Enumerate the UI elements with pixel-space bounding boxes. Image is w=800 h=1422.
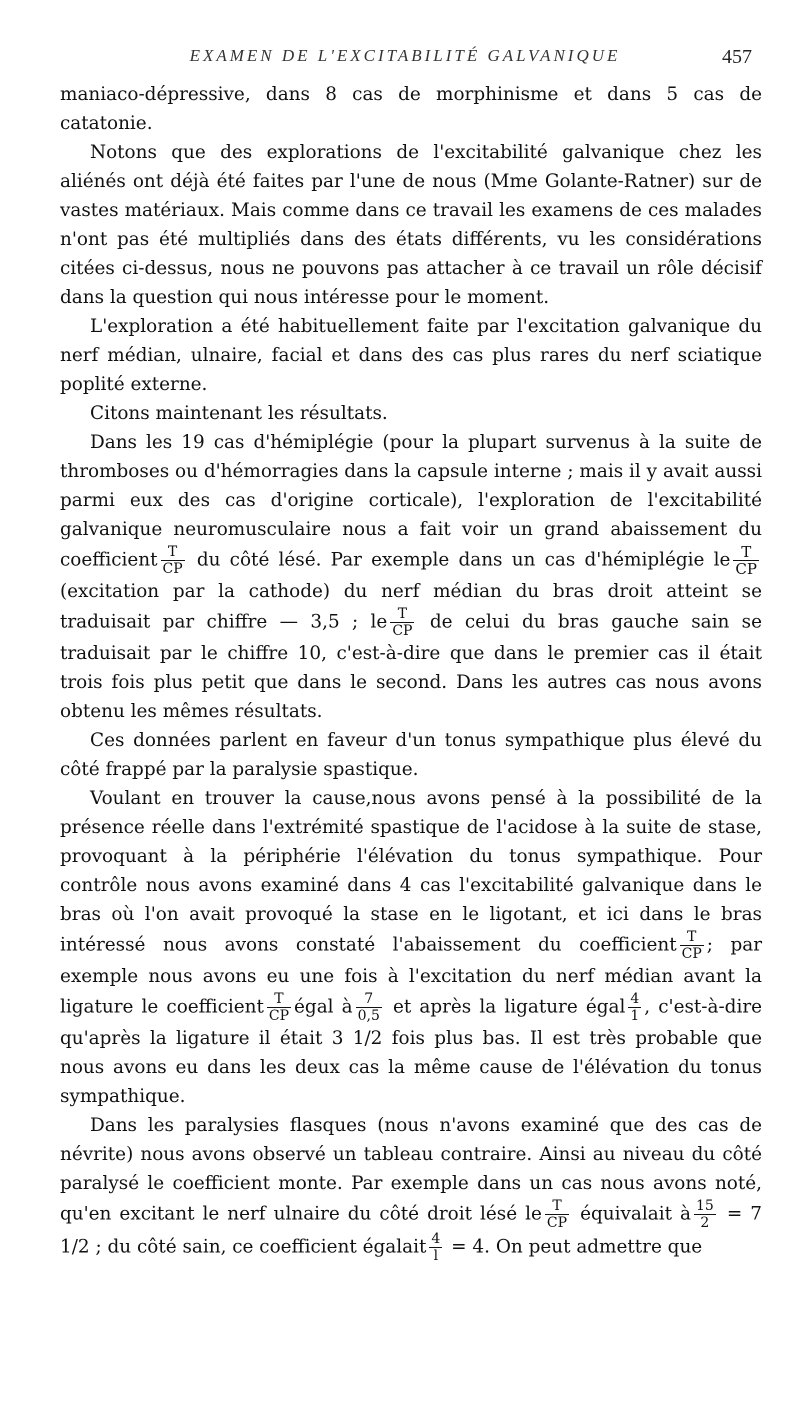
fraction-numerator: T xyxy=(552,1198,562,1214)
fraction-seven xyxy=(356,991,382,1024)
fraction-numerator: 7 xyxy=(364,991,374,1007)
fraction-numerator: T xyxy=(274,991,284,1007)
text-run: ; par exemple nous avons eu une fois à l'excitation du nerf médian avant la ligature le coefficient xyxy=(60,934,762,1018)
fraction-denominator: l xyxy=(429,1247,442,1264)
fraction-denominator: 1 xyxy=(630,1008,640,1024)
text-run: de celui du bras gauche sain se traduisait par le chiffre 10, c'est-à-dire que dans le premier cas il était trois fois plus petit que dans le second. Dans les autres cas nous avons obtenu les mêmes résultats. xyxy=(60,611,762,722)
text-run: Voulant en trouver la cause,nous avons pensé à la possibilité de la présence réelle dans l'extrémité spastique de l'acidose à la suite de stase, provoquant à la périphérie l'élévation du tonus sympathique. Pour contrôle nous avons examiné dans 4 cas l'excitabilité galvanique dans le bras où l'on avait provoqué la stase en le ligotant, et ici dans le bras intéressé nous avons constaté l'abaissement du coefficient xyxy=(60,788,762,956)
fraction-four-one xyxy=(628,991,641,1024)
paragraph: Notons que des explorations de l'excitabilité galvanique chez les aliénés ont déjà été faites par l'une de nous (Mme Golante-Ratner) sur de vastes matériaux. Mais comme dans ce travail les examens de ces malades n'ont pas été multipliés dans des états différents, vu les considérations citées ci-dessus, nous ne pouvons pas attacher à ce travail un rôle décisif dans la question qui nous intéresse pour le moment. xyxy=(60,142,762,308)
paragraph: L'exploration a été habituellement faite par l'excitation galvanique du nerf médian, ulnaire, facial et dans des cas plus rares du nerf sciatique poplité externe. xyxy=(60,316,762,395)
fraction-numerator: 15 xyxy=(695,1198,714,1214)
fraction-t-cp xyxy=(545,1198,569,1231)
fraction-numerator: 4 xyxy=(630,991,640,1007)
page-number: 457 xyxy=(722,46,752,68)
fraction-denominator: CP xyxy=(546,1215,568,1231)
text-run: , c'est-à-dire qu'après la ligature il était 3 1/2 fois plus bas. Il est très probable que nous avons eu dans les deux cas la même cause de l'élévation du tonus sympathique. xyxy=(60,996,763,1107)
fraction-numerator: 4 xyxy=(431,1231,441,1247)
running-title: EXAMEN DE L'EXCITABILITÉ GALVANIQUE xyxy=(189,46,621,65)
text-run: Dans les paralysies flasques (nous n'avons examiné que des cas de névrite) nous avons observé un tableau contraire. Ainsi au niveau du côté paralysé le coefficient monte. Par exemple dans un cas nous avons noté, qu'en excitant le nerf ulnaire du côté droit lésé le xyxy=(60,1115,762,1225)
fraction-numerator: T xyxy=(687,929,697,945)
paragraph xyxy=(60,428,762,726)
text-run: = 4. On peut admettre que xyxy=(451,1236,703,1258)
body-text xyxy=(60,80,762,1264)
text-run: et après la ligature égal xyxy=(393,996,626,1018)
text-run: (excitation par la cathode) du nerf médian du bras droit atteint se traduisait par chiffre — 3,5 ; le xyxy=(60,581,762,633)
fraction-t-cp xyxy=(733,544,759,577)
paragraph xyxy=(60,1111,762,1264)
text-run: = 7 1/2 ; du côté sain, ce coefficient égalait xyxy=(60,1203,762,1258)
fraction-t-cp xyxy=(680,929,704,962)
fraction-fifteen xyxy=(694,1198,716,1231)
text-run: Dans les 19 cas d'hémiplégie (pour la plupart survenus à la suite de thromboses ou d'hémorragies dans la capsule interne ; mais il y avait aussi parmi eux des cas d'origine corticale), l'exploration de l'excitabilité galvanique neuromusculaire nous a fait voir un grand abaissement du coefficient xyxy=(60,432,762,571)
fraction-numerator: T xyxy=(741,543,752,561)
paragraph xyxy=(60,784,762,1111)
paragraph: Citons maintenant les résultats. xyxy=(90,403,388,424)
fraction-denominator: CP xyxy=(735,560,757,578)
text-run: égal à xyxy=(294,996,353,1018)
paragraph: Ces données parlent en faveur d'un tonus sympathique plus élevé du côté frappé par la paralysie spastique. xyxy=(60,730,762,780)
fraction-numerator: T xyxy=(397,606,408,622)
fraction-t-cp xyxy=(390,606,414,639)
fraction-denominator: 0,5 xyxy=(357,1008,380,1024)
fraction-denominator: CP xyxy=(681,946,702,962)
fraction-denominator: 2 xyxy=(694,1214,716,1231)
fraction-t-cp xyxy=(267,991,291,1024)
fraction-t-cp xyxy=(161,544,185,577)
page-header xyxy=(58,46,752,78)
text-run: équivalait à xyxy=(580,1203,691,1225)
fraction-denominator: CP xyxy=(392,623,413,639)
fraction-numerator: T xyxy=(167,544,178,560)
fraction-denominator: CP xyxy=(268,1008,290,1024)
text-run: du côté lésé. Par exemple dans un cas d'hémiplégie le xyxy=(196,549,731,571)
fraction-denominator: CP xyxy=(162,561,183,577)
paragraph: maniaco-dépressive, dans 8 cas de morphinisme et dans 5 cas de catatonie. xyxy=(60,84,762,134)
fraction-four-l xyxy=(429,1231,442,1264)
